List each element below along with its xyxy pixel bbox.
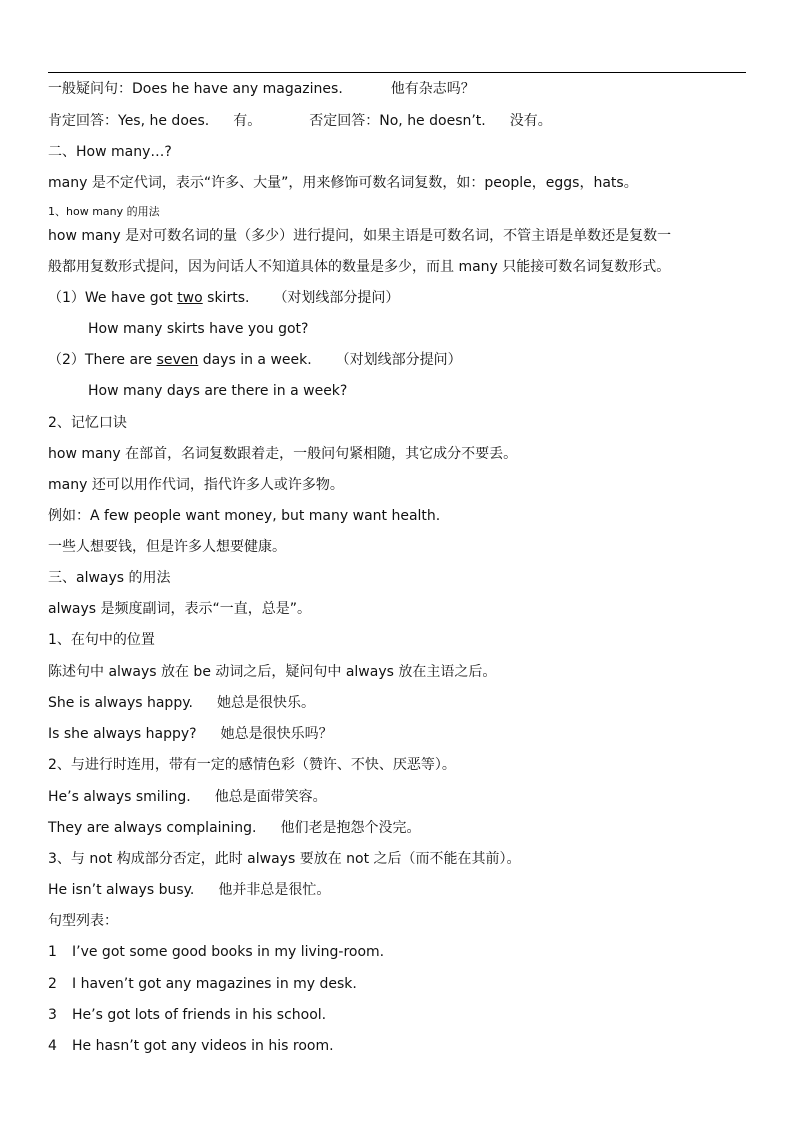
always-example-5-chinese: 他并非总是很忙。 (218, 882, 331, 898)
example-2-underlined: seven (156, 352, 199, 368)
section-3-heading: 三、always 的用法 (48, 570, 171, 586)
memory-rhyme-subheading: 2、记忆口诀 (48, 415, 127, 431)
always-example-3-english: He’s always smiling. (48, 789, 191, 805)
partial-negation-subheading: 3、与 not 构成部分否定，此时 always 要放在 not 之后（而不能在其前）。 (48, 851, 521, 867)
many-example-translation: 一些人想要钱，但是许多人想要健康。 (48, 539, 286, 555)
many-definition: many 是不定代词，表示“许多、大量”，用来修饰可数名词复数，如：people，eggs，hats。 (48, 175, 638, 191)
position-rule: 陈述句中 always 放在 be 动词之后，疑问句中 always 放在主语之后。 (48, 664, 497, 680)
affirmative-answer: 肯定回答：Yes, he does. (48, 113, 210, 129)
example-1-prefix: （1）We have got (48, 290, 178, 306)
question-chinese: 他有杂志吗？ (390, 81, 475, 97)
many-pronoun-note: many 还可以用作代词，指代许多人或许多物。 (48, 477, 344, 493)
pattern-number: 4 (48, 1038, 57, 1054)
pattern-number: 1 (48, 944, 57, 960)
always-definition: always 是频度副词，表示“一直，总是”。 (48, 601, 312, 617)
always-example-2-english: Is she always happy? (48, 726, 197, 742)
always-example-3 (48, 788, 327, 806)
question-english: 一般疑问句：Does he have any magazines. (48, 81, 343, 97)
example-2-answer: How many days are there in a week? (88, 383, 348, 399)
example-2-suffix: days in a week. (198, 352, 312, 368)
general-question-line (48, 80, 475, 98)
how-many-usage-subheading: 1、how many 的用法 (48, 205, 160, 218)
negative-chinese: 没有。 (509, 113, 552, 129)
always-example-4 (48, 819, 421, 837)
pattern-item (48, 1037, 334, 1055)
always-example-5 (48, 881, 330, 899)
answers-line (48, 112, 552, 130)
pattern-item (48, 1006, 326, 1024)
always-example-2-chinese: 她总是很快乐吗？ (220, 726, 333, 742)
always-example-4-chinese: 他们老是抱怨个没完。 (280, 820, 421, 836)
pattern-text: I haven’t got any magazines in my desk. (72, 976, 357, 992)
sentence-pattern-heading: 句型列表： (48, 913, 118, 929)
how-many-paragraph-line-1: how many 是对可数名词的量（多少）进行提问，如果主语是可数名词，不管主语是单数还是复数一 (48, 228, 672, 244)
section-2-heading: 二、How many…? (48, 144, 172, 160)
pattern-number: 2 (48, 976, 57, 992)
example-2 (48, 351, 462, 369)
example-2-note: （对划线部分提问） (335, 352, 462, 368)
always-example-5-english: He isn’t always busy. (48, 882, 195, 898)
always-example-4-english: They are always complaining. (48, 820, 257, 836)
how-many-paragraph-line-2: 般都用复数形式提问，因为问话人不知道具体的数量是多少，而且 many 只能接可数名词复数形式。 (48, 259, 671, 275)
example-2-prefix: （2）There are (48, 352, 157, 368)
many-example: 例如：A few people want money, but many want health. (48, 508, 441, 524)
progressive-subheading: 2、与进行时连用，带有一定的感情色彩（赞许、不快、厌恶等）。 (48, 757, 456, 773)
example-1-note: （对划线部分提问） (273, 290, 400, 306)
example-1-underlined: two (177, 290, 203, 306)
pattern-number: 3 (48, 1007, 57, 1023)
example-1 (48, 289, 399, 307)
affirmative-chinese: 有。 (233, 113, 262, 129)
header-rule (48, 72, 746, 73)
example-1-suffix: skirts. (202, 290, 250, 306)
always-example-2 (48, 725, 333, 743)
always-example-1-english: She is always happy. (48, 695, 193, 711)
pattern-text: He hasn’t got any videos in his room. (72, 1038, 334, 1054)
position-subheading: 1、在句中的位置 (48, 632, 155, 648)
always-example-1 (48, 694, 315, 712)
example-1-answer: How many skirts have you got? (88, 321, 309, 337)
pattern-text: I’ve got some good books in my living-room. (72, 944, 385, 960)
pattern-text: He’s got lots of friends in his school. (72, 1007, 327, 1023)
pattern-item (48, 943, 384, 961)
negative-answer: 否定回答：No, he doesn’t. (309, 113, 486, 129)
always-example-1-chinese: 她总是很快乐。 (216, 695, 315, 711)
pattern-item (48, 975, 357, 993)
always-example-3-chinese: 他总是面带笑容。 (214, 789, 327, 805)
memory-rhyme: how many 在部首，名词复数跟着走，一般问句紧相随，其它成分不要丢。 (48, 446, 518, 462)
